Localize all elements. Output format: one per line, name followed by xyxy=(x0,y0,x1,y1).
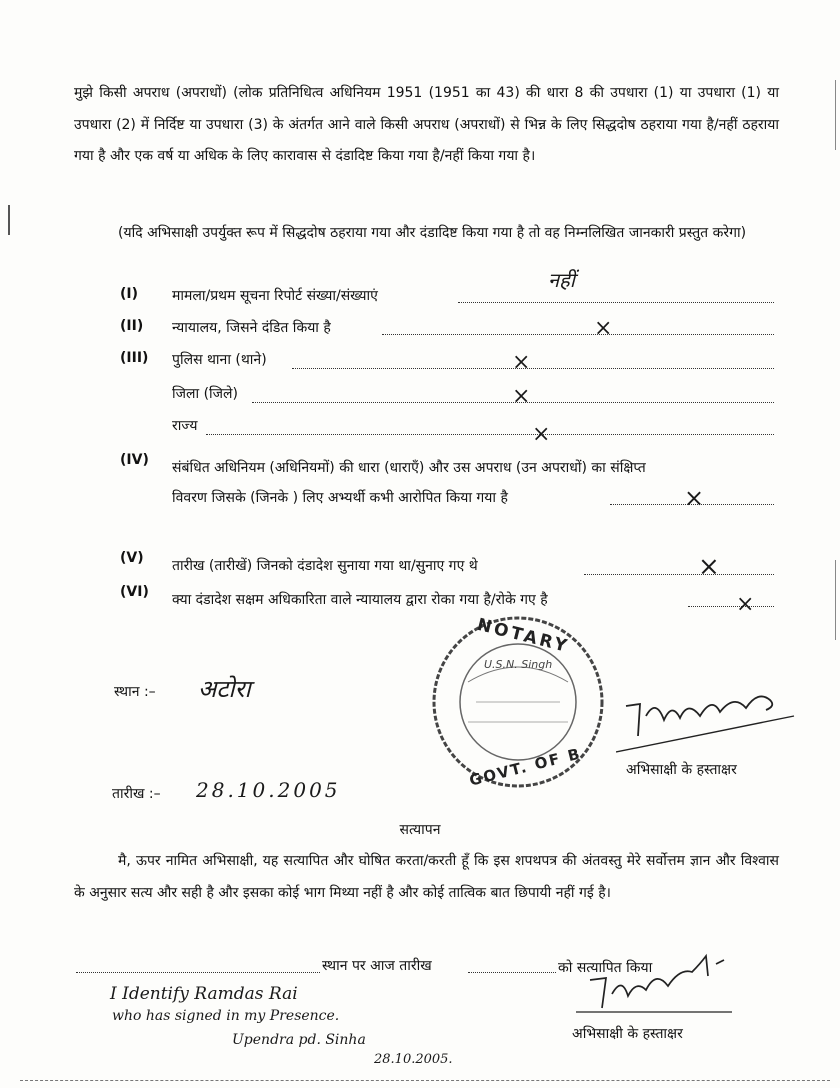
verification-title: सत्यापन xyxy=(399,822,441,838)
stamp-bottom-text: GOVT. OF B xyxy=(467,744,584,790)
conditional-info-paragraph: (यदि अभिसाक्षी उपर्युक्त रूप में सिद्धदोष ठहराया गया और दंडादिष्ट किया गया है तो वह निम्नलिखित जानकारी प्रस्तुत करेगा) xyxy=(118,225,747,241)
item-label-sentence-stayed: क्या दंडादेश सक्षम अधिकारिता वाले न्यायालय द्वारा रोका गया है/रोके गए है xyxy=(172,592,548,608)
handwritten-cross: × xyxy=(698,552,720,582)
handwritten-cross: × xyxy=(532,422,551,447)
scan-edge-mark xyxy=(8,205,10,235)
place-label: स्थान :– xyxy=(114,684,156,700)
item-label-court: न्यायालय, जिसने दंडित किया है xyxy=(172,320,331,336)
item-label-case-number: मामला/प्रथम सूचना रिपोर्ट संख्या/संख्याएं xyxy=(172,288,378,304)
item-number: (V) xyxy=(120,550,144,566)
scan-edge-mark xyxy=(835,560,836,640)
notary-stamp xyxy=(428,612,608,792)
date-label: तारीख :– xyxy=(112,786,161,802)
handwritten-identification: I Identify Ramdas Rai xyxy=(110,984,298,1004)
handwritten-place: अटोरा xyxy=(198,675,251,703)
item-label-police-station: पुलिस थाना (थाने) xyxy=(172,352,267,368)
handwritten-none: नहीं xyxy=(548,268,575,292)
fill-line xyxy=(292,368,774,369)
handwritten-identification-date: 28.10.2005. xyxy=(374,1052,453,1067)
item-number: (I) xyxy=(120,286,139,302)
item-label-act-section: संबंधित अधिनियम (अधिनियमों) की धारा (धाराएँ) और उस अपराध (उन अपराधों) का संक्षिप्त xyxy=(172,460,646,476)
verification-signature-label: अभिसाक्षी के हस्ताक्षर xyxy=(572,1026,683,1042)
page-bottom-rule xyxy=(20,1080,830,1081)
item-number: (IV) xyxy=(120,452,149,468)
handwritten-cross: × xyxy=(512,350,531,375)
handwritten-cross: × xyxy=(684,484,705,512)
fill-line xyxy=(458,302,774,303)
item-label-district: जिला (जिले) xyxy=(172,386,239,402)
verified-label: को सत्यापित किया xyxy=(558,960,653,976)
item-label-sentence-date: तारीख (तारीखें) जिनको दंडादेश सुनाया गया था/सुनाए गए थे xyxy=(172,558,478,574)
fill-line xyxy=(584,574,774,575)
fill-line xyxy=(76,972,320,973)
verification-paragraph: मै, ऊपर नामित अभिसाक्षी, यह सत्यापित और घोषित करता/करती हूँ कि इस शपथपत्र की अंतवस्तु मेरे सर्वोत्तम ज्ञान और विश्वास के अनुसार सत्य और सही है और इसका कोई भाग मिथ्या नहीं है और कोई तात्विक बात छिपायी नहीं गई है। xyxy=(74,853,779,901)
handwritten-identification: who has signed in my Presence. xyxy=(112,1008,340,1024)
fill-line xyxy=(688,606,774,607)
conviction-declaration-paragraph: मुझे किसी अपराध (अपराधों) (लोक प्रतिनिधित्व अधिनियम 1951 (1951 का 43) की धारा 8 की उपधारा (1) या उपधारा (1) या उपधारा (2) में निर्दिष्ट या उपधारा (3) के अंतर्गत आने वाले किसी अपराध (अपराधों) से भिन्न के लिए सिद्धदोष ठहराया गया है/नहीं ठहराया गया है और एक वर्ष या अधिक के लिए कारावास से दंडादिष्ट किया गया है/नहीं किया गया है। xyxy=(74,85,779,164)
handwritten-identification: Upendra pd. Sinha xyxy=(232,1032,366,1048)
item-label-state: राज्य xyxy=(172,418,198,434)
handwritten-date: 28.10.2005 xyxy=(196,778,341,802)
fill-line xyxy=(382,334,774,335)
handwritten-cross: × xyxy=(736,592,755,617)
item-number: (VI) xyxy=(120,584,149,600)
handwritten-cross: × xyxy=(594,316,613,341)
stamp-name-text: U.S.N. Singh xyxy=(484,658,553,671)
deponent-signature-label: अभिसाक्षी के हस्ताक्षर xyxy=(626,762,737,778)
deponent-signature-bottom xyxy=(576,950,736,1020)
deponent-signature xyxy=(616,676,796,756)
scan-edge-mark xyxy=(835,80,836,150)
item-label-offence-description: विवरण जिसके (जिनके ) लिए अभ्यर्थी कभी आरोपित किया गया है xyxy=(172,490,508,506)
fill-line xyxy=(468,972,556,973)
handwritten-cross: × xyxy=(512,384,531,409)
item-number: (III) xyxy=(120,350,149,366)
place-today-label: स्थान पर आज तारीख xyxy=(322,958,432,974)
item-number: (II) xyxy=(120,318,144,334)
stamp-top-text: NOTARY xyxy=(474,614,572,658)
fill-line xyxy=(206,434,774,435)
